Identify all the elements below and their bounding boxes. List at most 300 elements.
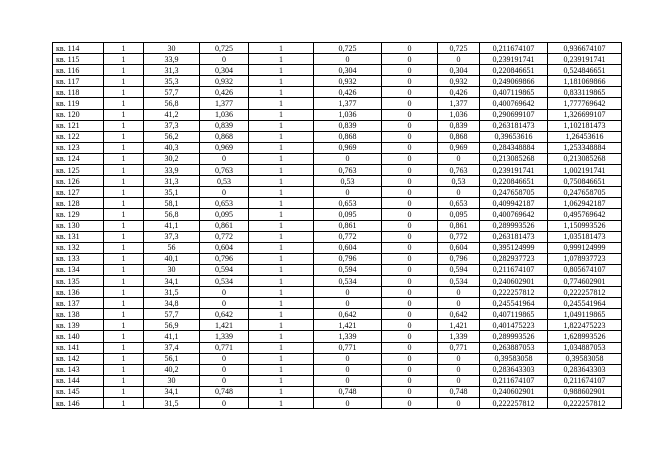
table-cell: 1 (249, 398, 314, 409)
table-cell: 1 (104, 65, 144, 76)
table-row (53, 165, 622, 176)
table-cell: 1 (249, 364, 314, 375)
table-cell: 1 (104, 320, 144, 331)
table-cell: 1 (104, 209, 144, 220)
table-cell-apartment: кв. 132 (53, 242, 104, 253)
table-cell: 0,407119865 (480, 87, 548, 98)
table-cell: 1 (249, 375, 314, 386)
table-cell-apartment: кв. 142 (53, 353, 104, 364)
table-cell: 1 (249, 242, 314, 253)
table-cell: 0,239191741 (480, 165, 548, 176)
table-cell: 0,289993526 (480, 220, 548, 231)
table-cell: 1 (104, 364, 144, 375)
table-cell: 0,725 (438, 43, 480, 54)
table-cell: 56,8 (144, 98, 200, 109)
table-cell: 1 (104, 198, 144, 209)
table-cell: 1 (104, 298, 144, 309)
table-cell-apartment: кв. 143 (53, 364, 104, 375)
table-cell: 0,594 (314, 264, 382, 275)
table-cell: 35,1 (144, 187, 200, 198)
table-cell: 1 (249, 187, 314, 198)
table-cell: 0 (382, 65, 438, 76)
table-cell: 31,5 (144, 287, 200, 298)
table-cell: 0,653 (438, 198, 480, 209)
table-cell: 0 (382, 165, 438, 176)
table-cell: 0,245541964 (548, 298, 622, 309)
table-cell: 1 (249, 76, 314, 87)
table-cell: 1,036 (200, 109, 249, 120)
table-cell: 0,395124999 (480, 242, 548, 253)
table-row (53, 98, 622, 109)
table-cell: 1 (249, 120, 314, 131)
table-cell: 1 (249, 298, 314, 309)
table-row (53, 220, 622, 231)
table-cell: 1 (249, 386, 314, 397)
table-cell-apartment: кв. 114 (53, 43, 104, 54)
table-cell: 1 (104, 109, 144, 120)
table-cell: 1 (104, 242, 144, 253)
table-cell: 40,3 (144, 142, 200, 153)
table-cell: 0,534 (200, 275, 249, 286)
table-cell: 1 (249, 209, 314, 220)
table-cell: 0,771 (438, 342, 480, 353)
table-cell: 1,339 (438, 331, 480, 342)
table-cell: 1,036 (438, 109, 480, 120)
table-cell: 33,9 (144, 54, 200, 65)
table-cell: 0 (382, 153, 438, 164)
table-cell: 0 (382, 287, 438, 298)
table-cell: 30 (144, 43, 200, 54)
table-cell: 1 (104, 287, 144, 298)
table-cell: 1,150993526 (548, 220, 622, 231)
table-cell: 34,1 (144, 275, 200, 286)
table-cell: 0,839 (438, 120, 480, 131)
table-row (53, 375, 622, 386)
table-cell: 0,868 (200, 131, 249, 142)
table-cell: 0,861 (314, 220, 382, 231)
table-cell: 0 (382, 309, 438, 320)
table-cell: 0,304 (314, 65, 382, 76)
table-cell: 0,604 (200, 242, 249, 253)
table-row (53, 253, 622, 264)
table-cell: 1,002191741 (548, 165, 622, 176)
table-cell: 0 (382, 209, 438, 220)
table-cell: 1 (104, 342, 144, 353)
table-cell: 1,034887053 (548, 342, 622, 353)
table-cell: 0 (382, 131, 438, 142)
table-cell: 0,220846651 (480, 65, 548, 76)
table-cell: 1,377 (314, 98, 382, 109)
table-cell: 0,772 (438, 231, 480, 242)
table-cell: 40,2 (144, 364, 200, 375)
table-cell-apartment: кв. 126 (53, 176, 104, 187)
table-cell: 0,969 (314, 142, 382, 153)
table-cell: 0,861 (200, 220, 249, 231)
table-cell: 1 (249, 153, 314, 164)
table-cell: 0,796 (438, 253, 480, 264)
table-row (53, 364, 622, 375)
table-cell: 0,642 (200, 309, 249, 320)
table-cell: 0 (314, 375, 382, 386)
table-cell: 1 (249, 198, 314, 209)
table-cell: 0,39583058 (548, 353, 622, 364)
table-cell: 0,936674107 (548, 43, 622, 54)
table-cell: 56 (144, 242, 200, 253)
table-cell: 0,282937723 (480, 253, 548, 264)
table-cell-apartment: кв. 138 (53, 309, 104, 320)
table-cell-apartment: кв. 125 (53, 165, 104, 176)
table-cell: 0,401475223 (480, 320, 548, 331)
table-cell: 0,263887053 (480, 342, 548, 353)
table-cell: 35,3 (144, 76, 200, 87)
table-cell: 31,3 (144, 65, 200, 76)
table-cell: 1 (249, 342, 314, 353)
table-cell: 1 (104, 331, 144, 342)
table-cell: 0,969 (200, 142, 249, 153)
table-cell: 0,988602901 (548, 386, 622, 397)
table-row (53, 120, 622, 131)
table-cell: 1 (249, 54, 314, 65)
table-cell: 56,1 (144, 353, 200, 364)
table-cell: 1 (249, 275, 314, 286)
table-cell: 41,1 (144, 331, 200, 342)
table-cell: 0,240602901 (480, 386, 548, 397)
table-cell: 0 (382, 275, 438, 286)
table-cell-apartment: кв. 117 (53, 76, 104, 87)
table-cell-apartment: кв. 131 (53, 231, 104, 242)
table-cell: 0,969 (438, 142, 480, 153)
table-cell: 1,102181473 (548, 120, 622, 131)
table-cell: 1 (249, 98, 314, 109)
table-row (53, 176, 622, 187)
table-cell: 1 (249, 165, 314, 176)
table-row (53, 187, 622, 198)
table-cell: 1,777769642 (548, 98, 622, 109)
table-cell: 0,213085268 (480, 153, 548, 164)
table-cell: 0 (438, 353, 480, 364)
table-cell-apartment: кв. 137 (53, 298, 104, 309)
table-cell: 0,796 (314, 253, 382, 264)
table-cell: 1 (104, 142, 144, 153)
table-cell: 0 (200, 287, 249, 298)
table-cell: 0 (438, 375, 480, 386)
table-cell: 0 (314, 187, 382, 198)
table-cell: 0 (382, 187, 438, 198)
table-cell-apartment: кв. 144 (53, 375, 104, 386)
table-cell: 37,3 (144, 231, 200, 242)
table-cell: 1,26453616 (548, 131, 622, 142)
table-cell: 1 (104, 253, 144, 264)
table-cell: 0,409942187 (480, 198, 548, 209)
table-cell: 41,2 (144, 109, 200, 120)
table-cell: 0 (382, 320, 438, 331)
table-cell: 57,7 (144, 87, 200, 98)
table-row (53, 287, 622, 298)
table-cell: 0 (200, 364, 249, 375)
table-cell: 0,763 (438, 165, 480, 176)
table-cell: 1 (249, 65, 314, 76)
table-cell: 0 (382, 231, 438, 242)
table-cell: 0 (382, 264, 438, 275)
table-cell: 56,9 (144, 320, 200, 331)
table-row (53, 298, 622, 309)
table-cell: 1,062942187 (548, 198, 622, 209)
table-row (53, 209, 622, 220)
table-cell: 0 (314, 153, 382, 164)
table-cell-apartment: кв. 116 (53, 65, 104, 76)
table-row (53, 309, 622, 320)
table-cell: 0 (200, 187, 249, 198)
table-cell: 1,339 (314, 331, 382, 342)
table-cell: 0 (382, 220, 438, 231)
table-cell: 0 (200, 375, 249, 386)
table-cell: 0 (382, 109, 438, 120)
table-cell: 1 (249, 142, 314, 153)
table-cell: 0,495769642 (548, 209, 622, 220)
table-cell: 0,868 (314, 131, 382, 142)
table-cell: 30,2 (144, 153, 200, 164)
table-cell: 1 (249, 220, 314, 231)
table-cell: 41,1 (144, 220, 200, 231)
table-cell: 1,421 (438, 320, 480, 331)
table-cell: 0 (382, 76, 438, 87)
table-row (53, 320, 622, 331)
table-cell: 0,642 (438, 309, 480, 320)
table-cell: 30 (144, 375, 200, 386)
table-cell: 0,095 (200, 209, 249, 220)
table-cell: 0,283643303 (548, 364, 622, 375)
table-cell: 0 (438, 298, 480, 309)
table-cell: 0,839 (200, 120, 249, 131)
table-cell: 0 (382, 198, 438, 209)
table-cell: 1 (104, 353, 144, 364)
table-cell: 0,284348884 (480, 142, 548, 153)
table-row (53, 264, 622, 275)
table-row (53, 353, 622, 364)
table-cell: 0,642 (314, 309, 382, 320)
table-cell: 0,211674107 (480, 375, 548, 386)
table-cell: 1,377 (200, 98, 249, 109)
table-cell: 0,524846651 (548, 65, 622, 76)
table-cell: 0,263181473 (480, 231, 548, 242)
table-cell: 0 (382, 54, 438, 65)
table-cell: 0 (200, 54, 249, 65)
table-cell: 1 (249, 109, 314, 120)
table-cell: 0,263181473 (480, 120, 548, 131)
table-cell: 1,253348884 (548, 142, 622, 153)
table-cell: 1,822475223 (548, 320, 622, 331)
table-cell: 1 (249, 176, 314, 187)
table-cell: 0 (200, 153, 249, 164)
table-cell: 58,1 (144, 198, 200, 209)
table-cell: 1 (104, 176, 144, 187)
table-cell: 0,222257812 (548, 287, 622, 298)
table-cell-apartment: кв. 121 (53, 120, 104, 131)
table-cell: 0 (200, 298, 249, 309)
table-cell: 1 (104, 131, 144, 142)
table-cell: 1 (249, 131, 314, 142)
table-cell: 0 (314, 298, 382, 309)
table-cell: 1 (249, 309, 314, 320)
table-cell: 0 (382, 342, 438, 353)
table-cell: 0,211674107 (480, 264, 548, 275)
table-cell: 1 (104, 54, 144, 65)
table-cell-apartment: кв. 135 (53, 275, 104, 286)
table-cell: 0,932 (314, 76, 382, 87)
table-cell-apartment: кв. 134 (53, 264, 104, 275)
table-cell-apartment: кв. 118 (53, 87, 104, 98)
table-cell: 0,868 (438, 131, 480, 142)
table-cell: 0,861 (438, 220, 480, 231)
table-cell: 1,326699107 (548, 109, 622, 120)
table-cell: 0 (382, 120, 438, 131)
table-row (53, 331, 622, 342)
table-cell: 0,771 (200, 342, 249, 353)
table-row (53, 76, 622, 87)
table-cell: 1,421 (314, 320, 382, 331)
table-cell: 0,594 (438, 264, 480, 275)
table-cell: 0 (382, 253, 438, 264)
table-cell: 1 (249, 287, 314, 298)
table-cell: 0,095 (438, 209, 480, 220)
table-cell: 1,421 (200, 320, 249, 331)
table-cell: 1,049119865 (548, 309, 622, 320)
table-cell: 1 (104, 98, 144, 109)
table-cell: 1 (104, 398, 144, 409)
table-cell: 0 (314, 398, 382, 409)
table-cell: 0,290699107 (480, 109, 548, 120)
table-cell: 0,239191741 (548, 54, 622, 65)
table-cell: 0,095 (314, 209, 382, 220)
table-cell: 1 (104, 120, 144, 131)
table-cell: 0 (314, 287, 382, 298)
table-cell: 1 (104, 275, 144, 286)
table-cell: 0 (314, 54, 382, 65)
table-cell: 0,805674107 (548, 264, 622, 275)
table-cell: 1,035181473 (548, 231, 622, 242)
table-cell: 0,725 (200, 43, 249, 54)
table-row (53, 398, 622, 409)
table-cell: 0,222257812 (480, 398, 548, 409)
table-cell: 40,1 (144, 253, 200, 264)
table-cell: 34,1 (144, 386, 200, 397)
table-cell: 56,8 (144, 209, 200, 220)
table-cell: 0 (438, 287, 480, 298)
table-row (53, 131, 622, 142)
table-cell: 56,2 (144, 131, 200, 142)
table-cell: 0,748 (200, 386, 249, 397)
table-row (53, 43, 622, 54)
table-cell: 0,426 (314, 87, 382, 98)
table-cell: 1,078937723 (548, 253, 622, 264)
table-row (53, 153, 622, 164)
table-cell: 0,932 (200, 76, 249, 87)
table-cell: 0,653 (200, 198, 249, 209)
table-cell: 1 (249, 264, 314, 275)
table-cell: 0,213085268 (548, 153, 622, 164)
table-cell: 0,833119865 (548, 87, 622, 98)
table-cell: 1 (249, 353, 314, 364)
table-cell: 0 (438, 187, 480, 198)
table-cell: 0,283643303 (480, 364, 548, 375)
table-cell: 0,839 (314, 120, 382, 131)
table-cell: 0,748 (438, 386, 480, 397)
table-row (53, 65, 622, 76)
table-cell: 1 (249, 87, 314, 98)
table-cell: 0 (382, 353, 438, 364)
table-body (53, 43, 622, 409)
table-cell: 0,604 (314, 242, 382, 253)
table-cell: 1 (104, 187, 144, 198)
table-cell: 1 (104, 43, 144, 54)
table-cell: 0 (382, 242, 438, 253)
table-cell: 0,289993526 (480, 331, 548, 342)
table-cell: 1 (249, 231, 314, 242)
table-cell: 0,249069866 (480, 76, 548, 87)
table-cell: 1 (104, 153, 144, 164)
table-cell: 0,763 (200, 165, 249, 176)
table-cell-apartment: кв. 130 (53, 220, 104, 231)
table-cell: 1 (104, 264, 144, 275)
table-cell: 1,339 (200, 331, 249, 342)
table-cell-apartment: кв. 139 (53, 320, 104, 331)
table-cell-apartment: кв. 133 (53, 253, 104, 264)
table-cell: 0 (438, 153, 480, 164)
table-cell-apartment: кв. 124 (53, 153, 104, 164)
table-row (53, 275, 622, 286)
table-cell: 0,426 (438, 87, 480, 98)
table-cell: 31,3 (144, 176, 200, 187)
table-cell: 0,400769642 (480, 98, 548, 109)
table-cell: 0 (382, 176, 438, 187)
table-cell: 0,53 (200, 176, 249, 187)
table-cell: 0,39583058 (480, 353, 548, 364)
table-cell: 0 (438, 54, 480, 65)
table-cell: 0,239191741 (480, 54, 548, 65)
table-cell: 30 (144, 264, 200, 275)
table-row (53, 242, 622, 253)
table-cell-apartment: кв. 129 (53, 209, 104, 220)
table-cell: 1,036 (314, 109, 382, 120)
table-cell: 1 (104, 386, 144, 397)
table-cell: 1 (249, 43, 314, 54)
table-cell: 1 (249, 320, 314, 331)
table-cell: 0,750846651 (548, 176, 622, 187)
table-row (53, 142, 622, 153)
table-cell: 1 (104, 309, 144, 320)
table-cell: 0 (200, 398, 249, 409)
table-cell: 37,3 (144, 120, 200, 131)
table-cell-apartment: кв. 120 (53, 109, 104, 120)
table-cell-apartment: кв. 119 (53, 98, 104, 109)
table-cell: 0,932 (438, 76, 480, 87)
table-row (53, 198, 622, 209)
table-row (53, 231, 622, 242)
data-table (52, 42, 622, 409)
table-cell: 0 (382, 43, 438, 54)
table-cell: 0,53 (314, 176, 382, 187)
table-cell: 0,604 (438, 242, 480, 253)
table-cell: 0,763 (314, 165, 382, 176)
table-row (53, 386, 622, 397)
table-cell-apartment: кв. 145 (53, 386, 104, 397)
table-cell: 0 (438, 364, 480, 375)
table-cell: 0,245541964 (480, 298, 548, 309)
table-cell: 0,534 (438, 275, 480, 286)
table-cell: 0,407119865 (480, 309, 548, 320)
table-cell: 0,222257812 (480, 287, 548, 298)
table-cell: 0,594 (200, 264, 249, 275)
